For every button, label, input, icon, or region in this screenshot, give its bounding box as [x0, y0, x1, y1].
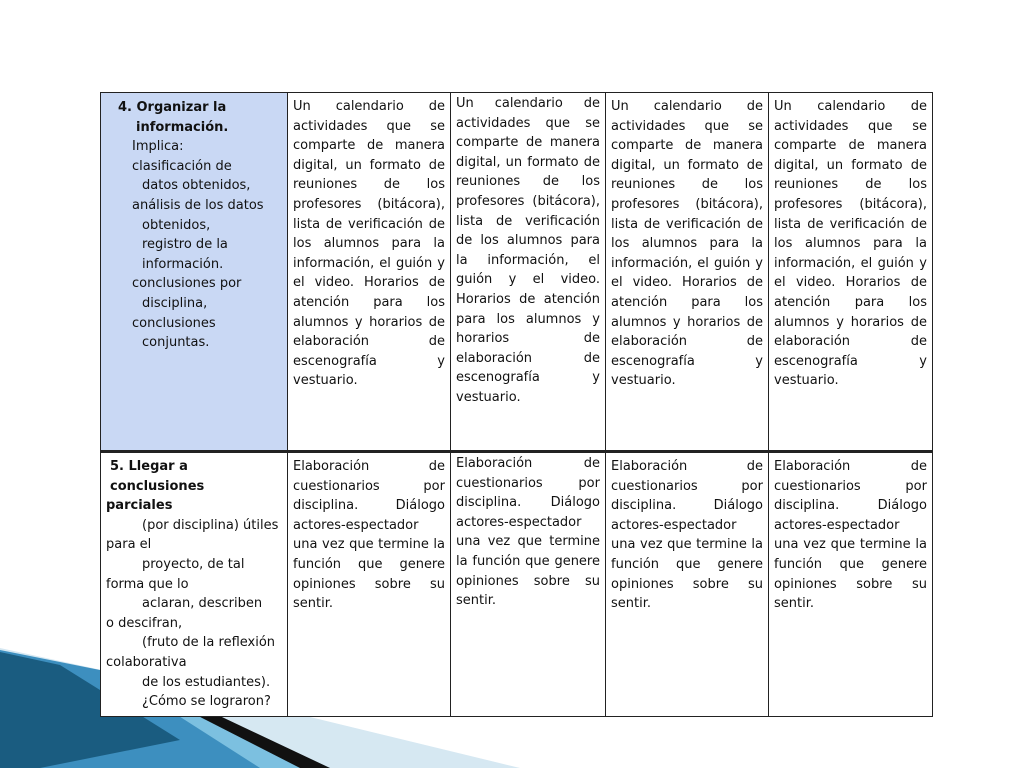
stage-line: datos obtenidos, [142, 178, 251, 194]
stage-line: (por disciplina) útiles [142, 517, 279, 533]
table-row [101, 93, 933, 452]
stage-line: o descifran, [106, 615, 183, 631]
stage-line: análisis de los datos [132, 197, 264, 213]
stage-line: disciplina, [142, 295, 208, 311]
stage-line: para el [106, 537, 152, 553]
table-cell: Elaboración de cuestionarios por disciplina. Diálogo actores-espectador una vez que termine la función que genere opiniones sobre su sentir. [606, 452, 769, 717]
stage-line: clasificación de [132, 158, 232, 174]
stage-line: Implica: [132, 139, 184, 155]
stage-cell [101, 93, 288, 452]
stage-line: información. [142, 256, 224, 272]
stage-line: aclaran, describen [142, 596, 263, 612]
stage-line: 5. Llegar a conclusiones [110, 459, 205, 494]
stage-line: obtenidos, [142, 217, 211, 233]
table-cell: Elaboración de cuestionarios por disciplina. Diálogo actores-espectador una vez que termine la función que genere opiniones sobre su sentir. [288, 452, 451, 717]
stage-line: parciales [106, 498, 173, 514]
stage-line: de los estudiantes). [142, 674, 271, 690]
stage-line: conjuntas. [142, 335, 210, 351]
stage-line: conclusiones [132, 315, 216, 331]
stage-line: colaborativa [106, 654, 187, 670]
table-row [101, 452, 933, 717]
stage-line: 4. Organizar la [118, 100, 227, 115]
table-cell: Elaboración de cuestionarios por disciplina. Diálogo actores-espectador una vez que termine la función que genere opiniones sobre su sentir. [451, 452, 606, 717]
stage-line: registro de la [142, 237, 228, 253]
table-cell: Un calendario de actividades que se comparte de manera digital, un formato de reuniones de los profesores (bitácora), lista de verificación de los alumnos para la información, el guión y el video. Horarios de atención para los alumnos y horarios de elaboración de escenografía y vestuario. [451, 93, 606, 452]
stage-line: ¿Cómo se lograron? [142, 694, 271, 710]
table-cell: Un calendario de actividades que se comparte de manera digital, un formato de reuniones de los profesores (bitácora), lista de verificación de los alumnos para la información, el guión y el video. Horarios de atención para los alumnos y horarios de elaboración de escenografía y vestuario. [606, 93, 769, 452]
evaluation-table [100, 92, 933, 717]
table-cell: Elaboración de cuestionarios por disciplina. Diálogo actores-espectador una vez que termine la función que genere opiniones sobre su sentir. [769, 452, 933, 717]
stage-line: (fruto de la reflexión [142, 635, 276, 651]
table-cell: Un calendario de actividades que se comparte de manera digital, un formato de reuniones de los profesores (bitácora), lista de verificación de los alumnos para la información, el guión y el video. Horarios de atención para los alumnos y horarios de elaboración de escenografía y vestuario. [769, 93, 933, 452]
stage-line: conclusiones por [132, 276, 242, 292]
table-cell: Un calendario de actividades que se comparte de manera digital, un formato de reuniones de los profesores (bitácora), lista de verificación de los alumnos para la información, el guión y el video. Horarios de atención para los alumnos y horarios de elaboración de escenografía y vestuario. [288, 93, 451, 452]
stage-line: forma que lo [106, 576, 189, 592]
stage-line: información. [136, 119, 229, 135]
stage-line: proyecto, de tal [142, 556, 245, 572]
stage-cell [101, 452, 288, 717]
